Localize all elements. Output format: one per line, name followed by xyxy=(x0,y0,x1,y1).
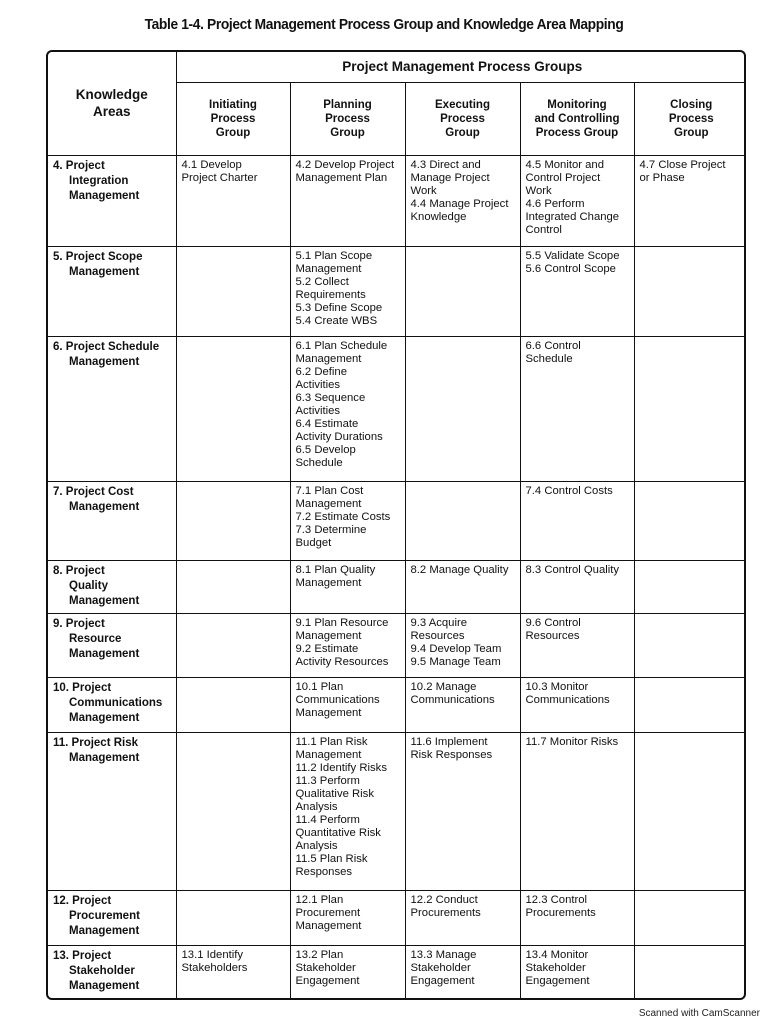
knowledge-area-number: 7. Project Cost xyxy=(53,485,134,498)
process-cell-executing xyxy=(405,732,520,890)
knowledge-area-number: 12. Project xyxy=(53,894,112,907)
process-cell-executing xyxy=(405,613,520,677)
process-line: 4.2 Develop Project xyxy=(295,158,395,171)
process-line: Responses xyxy=(295,865,353,878)
process-line: Quantitative Risk xyxy=(295,826,381,839)
process-line: Communications xyxy=(295,693,380,706)
process-cell-closing xyxy=(634,481,746,560)
process-cell-initiating xyxy=(176,155,290,246)
knowledge-area-cell xyxy=(48,890,176,945)
process-cell-planning xyxy=(290,613,405,677)
process-line: Stakeholders xyxy=(181,961,248,974)
process-line: 5.2 Collect xyxy=(295,275,349,288)
knowledge-area-number: 11. Project Risk xyxy=(53,736,139,749)
process-cell-initiating xyxy=(176,481,290,560)
process-line: 5.5 Validate Scope xyxy=(525,249,620,262)
process-line: Procurement xyxy=(295,906,361,919)
process-line: Activity Durations xyxy=(295,430,383,443)
process-line: Work xyxy=(525,184,552,197)
process-line: 5.1 Plan Scope xyxy=(295,249,373,262)
process-line: 6.6 Control xyxy=(525,339,581,352)
process-cell-executing xyxy=(405,246,520,336)
process-groups-header: Project Management Process Groups xyxy=(176,52,746,82)
process-line: 4.1 Develop xyxy=(181,158,242,171)
knowledge-area-number: 8. Project xyxy=(53,564,105,577)
process-line: 11.2 Identify Risks xyxy=(295,761,387,774)
knowledge-area-number: 4. Project xyxy=(53,159,105,172)
process-line: Risk Responses xyxy=(410,748,493,761)
process-line: 6.4 Estimate xyxy=(295,417,359,430)
column-header-planning: Planning Process Group xyxy=(290,82,405,155)
process-line: 11.5 Plan Risk xyxy=(295,852,368,865)
process-cell-planning xyxy=(290,732,405,890)
process-cell-closing xyxy=(634,890,746,945)
process-line: Budget xyxy=(295,536,332,549)
process-line: Control Project xyxy=(525,171,601,184)
knowledge-area-title: Communications Management xyxy=(69,696,163,724)
knowledge-area-title: Integration Management xyxy=(69,174,140,202)
process-cell-monitoring-controlling xyxy=(520,945,634,1000)
header-row-top xyxy=(48,52,746,82)
process-cell-monitoring-controlling xyxy=(520,613,634,677)
process-cell-planning xyxy=(290,560,405,613)
knowledge-area-row xyxy=(48,560,746,613)
knowledge-area-cell xyxy=(48,732,176,890)
column-header-executing: Executing Process Group xyxy=(405,82,520,155)
process-line: 8.2 Manage Quality xyxy=(410,563,509,576)
process-cell-executing xyxy=(405,481,520,560)
process-line: Management xyxy=(295,262,362,275)
process-line: Management xyxy=(295,576,362,589)
knowledge-area-row xyxy=(48,732,746,890)
process-line: Schedule xyxy=(525,352,573,365)
process-cell-planning xyxy=(290,481,405,560)
process-line: 9.3 Acquire xyxy=(410,616,468,629)
process-line: Management xyxy=(295,919,362,932)
knowledge-area-row xyxy=(48,945,746,1000)
process-line: Work xyxy=(410,184,437,197)
process-cell-monitoring-controlling xyxy=(520,481,634,560)
process-cell-closing xyxy=(634,560,746,613)
process-line: 7.1 Plan Cost xyxy=(295,484,364,497)
process-line: Engagement xyxy=(410,974,475,987)
process-line: 11.7 Monitor Risks xyxy=(525,735,619,748)
process-cell-executing xyxy=(405,560,520,613)
process-line: 9.5 Manage Team xyxy=(410,655,501,668)
knowledge-area-cell xyxy=(48,481,176,560)
process-cell-executing xyxy=(405,890,520,945)
process-cell-executing xyxy=(405,155,520,246)
process-line: 8.1 Plan Quality xyxy=(295,563,376,576)
process-line: 9.4 Develop Team xyxy=(410,642,502,655)
process-cell-planning xyxy=(290,945,405,1000)
process-line: Management xyxy=(295,497,362,510)
process-line: 5.4 Create WBS xyxy=(295,314,378,327)
process-line: 11.6 Implement xyxy=(410,735,488,748)
process-line: Requirements xyxy=(295,288,366,301)
process-cell-initiating xyxy=(176,560,290,613)
process-line: 9.6 Control xyxy=(525,616,581,629)
process-line: Qualitative Risk xyxy=(295,787,374,800)
process-line: Engagement xyxy=(525,974,590,987)
process-cell-closing xyxy=(634,336,746,481)
process-line: Project Charter xyxy=(181,171,258,184)
process-line: 11.3 Perform xyxy=(295,774,360,787)
process-line: 7.2 Estimate Costs xyxy=(295,510,391,523)
process-line: 13.2 Plan xyxy=(295,948,344,961)
process-cell-monitoring-controlling xyxy=(520,677,634,732)
mapping-table xyxy=(48,52,746,1000)
process-line: 8.3 Control Quality xyxy=(525,563,620,576)
knowledge-area-row xyxy=(48,155,746,246)
process-line: Communications xyxy=(410,693,495,706)
process-line: Integrated Change xyxy=(525,210,620,223)
process-line: Management xyxy=(295,748,362,761)
process-line: Management xyxy=(295,352,362,365)
process-line: 4.3 Direct and xyxy=(410,158,481,171)
process-line: Stakeholder xyxy=(525,961,586,974)
process-cell-closing xyxy=(634,945,746,1000)
process-cell-initiating xyxy=(176,613,290,677)
process-cell-initiating xyxy=(176,890,290,945)
knowledge-area-cell xyxy=(48,336,176,481)
scanner-watermark: Scanned with CamScanner xyxy=(638,1008,760,1019)
process-cell-initiating xyxy=(176,732,290,890)
process-cell-planning xyxy=(290,890,405,945)
knowledge-area-number: 10. Project xyxy=(53,681,112,694)
process-line: 10.2 Manage xyxy=(410,680,477,693)
knowledge-area-cell xyxy=(48,155,176,246)
knowledge-area-title: Resource Management xyxy=(69,632,140,660)
column-header-closing: Closing Process Group xyxy=(634,82,746,155)
process-line: 6.1 Plan Schedule xyxy=(295,339,388,352)
process-line: 9.2 Estimate xyxy=(295,642,359,655)
process-line: Resources xyxy=(410,629,465,642)
process-line: 13.4 Monitor xyxy=(525,948,589,961)
process-cell-monitoring-controlling xyxy=(520,732,634,890)
page-title: Table 1-4. Project Management Process Group and Knowledge Area Mapping xyxy=(144,16,624,33)
knowledge-area-number: 13. Project xyxy=(53,949,112,962)
process-line: 13.1 Identify xyxy=(181,948,244,961)
process-cell-initiating xyxy=(176,336,290,481)
process-cell-planning xyxy=(290,155,405,246)
knowledge-area-title: Management xyxy=(69,500,140,513)
knowledge-area-title: Stakeholder Management xyxy=(69,964,140,992)
process-line: Resources xyxy=(525,629,580,642)
process-cell-executing xyxy=(405,677,520,732)
process-line: 4.6 Perform xyxy=(525,197,585,210)
knowledge-area-cell xyxy=(48,613,176,677)
process-line: 10.1 Plan xyxy=(295,680,344,693)
process-line: 9.1 Plan Resource xyxy=(295,616,389,629)
knowledge-area-title: Management xyxy=(69,751,140,764)
process-line: 6.2 Define xyxy=(295,365,347,378)
knowledge-area-title: Management xyxy=(69,265,140,278)
process-line: Schedule xyxy=(295,456,343,469)
process-line: Knowledge xyxy=(410,210,467,223)
knowledge-area-number: 9. Project xyxy=(53,617,105,630)
knowledge-areas-header: Knowledge Areas xyxy=(48,52,176,155)
process-cell-planning xyxy=(290,677,405,732)
process-line: Activities xyxy=(295,404,341,417)
process-line: Management xyxy=(295,706,362,719)
knowledge-area-row xyxy=(48,890,746,945)
process-line: Analysis xyxy=(295,839,338,852)
knowledge-area-cell xyxy=(48,677,176,732)
process-line: Activities xyxy=(295,378,341,391)
column-header-monitoring-controlling: Monitoring and Controlling Process Group xyxy=(520,82,634,155)
process-line: 12.3 Control xyxy=(525,893,588,906)
knowledge-area-cell xyxy=(48,560,176,613)
process-line: 12.1 Plan xyxy=(295,893,344,906)
knowledge-area-row xyxy=(48,677,746,732)
process-cell-executing xyxy=(405,336,520,481)
process-line: 13.3 Manage xyxy=(410,948,477,961)
knowledge-area-title: Procurement Management xyxy=(69,909,140,937)
process-line: 5.6 Control Scope xyxy=(525,262,616,275)
process-line: Communications xyxy=(525,693,610,706)
process-line: Management xyxy=(295,629,362,642)
process-line: 6.5 Develop xyxy=(295,443,356,456)
process-cell-closing xyxy=(634,246,746,336)
process-line: 4.5 Monitor and xyxy=(525,158,604,171)
process-cell-closing xyxy=(634,155,746,246)
process-line: 11.1 Plan Risk xyxy=(295,735,368,748)
process-line: Manage Project xyxy=(410,171,490,184)
process-line: 6.3 Sequence xyxy=(295,391,366,404)
process-line: 10.3 Monitor xyxy=(525,680,589,693)
process-cell-executing xyxy=(405,945,520,1000)
knowledge-area-row xyxy=(48,481,746,560)
process-line: 11.4 Perform xyxy=(295,813,360,826)
process-line: 7.4 Control Costs xyxy=(525,484,613,497)
column-header-initiating: Initiating Process Group xyxy=(176,82,290,155)
process-line: or Phase xyxy=(639,171,685,184)
process-line: 7.3 Determine xyxy=(295,523,367,536)
knowledge-area-number: 5. Project Scope xyxy=(53,250,143,263)
process-line: Stakeholder xyxy=(410,961,471,974)
knowledge-area-row xyxy=(48,336,746,481)
process-line: Activity Resources xyxy=(295,655,389,668)
process-line: 4.7 Close Project xyxy=(639,158,726,171)
mapping-table-container xyxy=(46,50,746,1000)
process-cell-closing xyxy=(634,732,746,890)
process-line: Engagement xyxy=(295,974,360,987)
process-line: Control xyxy=(525,223,562,236)
process-line: 4.4 Manage Project xyxy=(410,197,509,210)
process-line: Procurements xyxy=(410,906,481,919)
knowledge-area-cell xyxy=(48,945,176,1000)
knowledge-area-row xyxy=(48,246,746,336)
process-cell-planning xyxy=(290,246,405,336)
process-cell-initiating xyxy=(176,677,290,732)
process-cell-initiating xyxy=(176,246,290,336)
knowledge-area-row xyxy=(48,613,746,677)
process-line: Stakeholder xyxy=(295,961,356,974)
process-cell-monitoring-controlling xyxy=(520,155,634,246)
knowledge-area-title: Quality Management xyxy=(69,579,140,607)
process-cell-closing xyxy=(634,677,746,732)
process-cell-monitoring-controlling xyxy=(520,336,634,481)
process-line: 5.3 Define Scope xyxy=(295,301,383,314)
process-cell-monitoring-controlling xyxy=(520,560,634,613)
knowledge-area-cell xyxy=(48,246,176,336)
process-line: Procurements xyxy=(525,906,596,919)
process-cell-monitoring-controlling xyxy=(520,246,634,336)
process-cell-planning xyxy=(290,336,405,481)
knowledge-area-number: 6. Project Schedule xyxy=(53,340,160,353)
process-line: Management Plan xyxy=(295,171,388,184)
knowledge-area-title: Management xyxy=(69,355,140,368)
process-cell-monitoring-controlling xyxy=(520,890,634,945)
process-line: Analysis xyxy=(295,800,338,813)
process-cell-closing xyxy=(634,613,746,677)
process-cell-initiating xyxy=(176,945,290,1000)
process-line: 12.2 Conduct xyxy=(410,893,478,906)
